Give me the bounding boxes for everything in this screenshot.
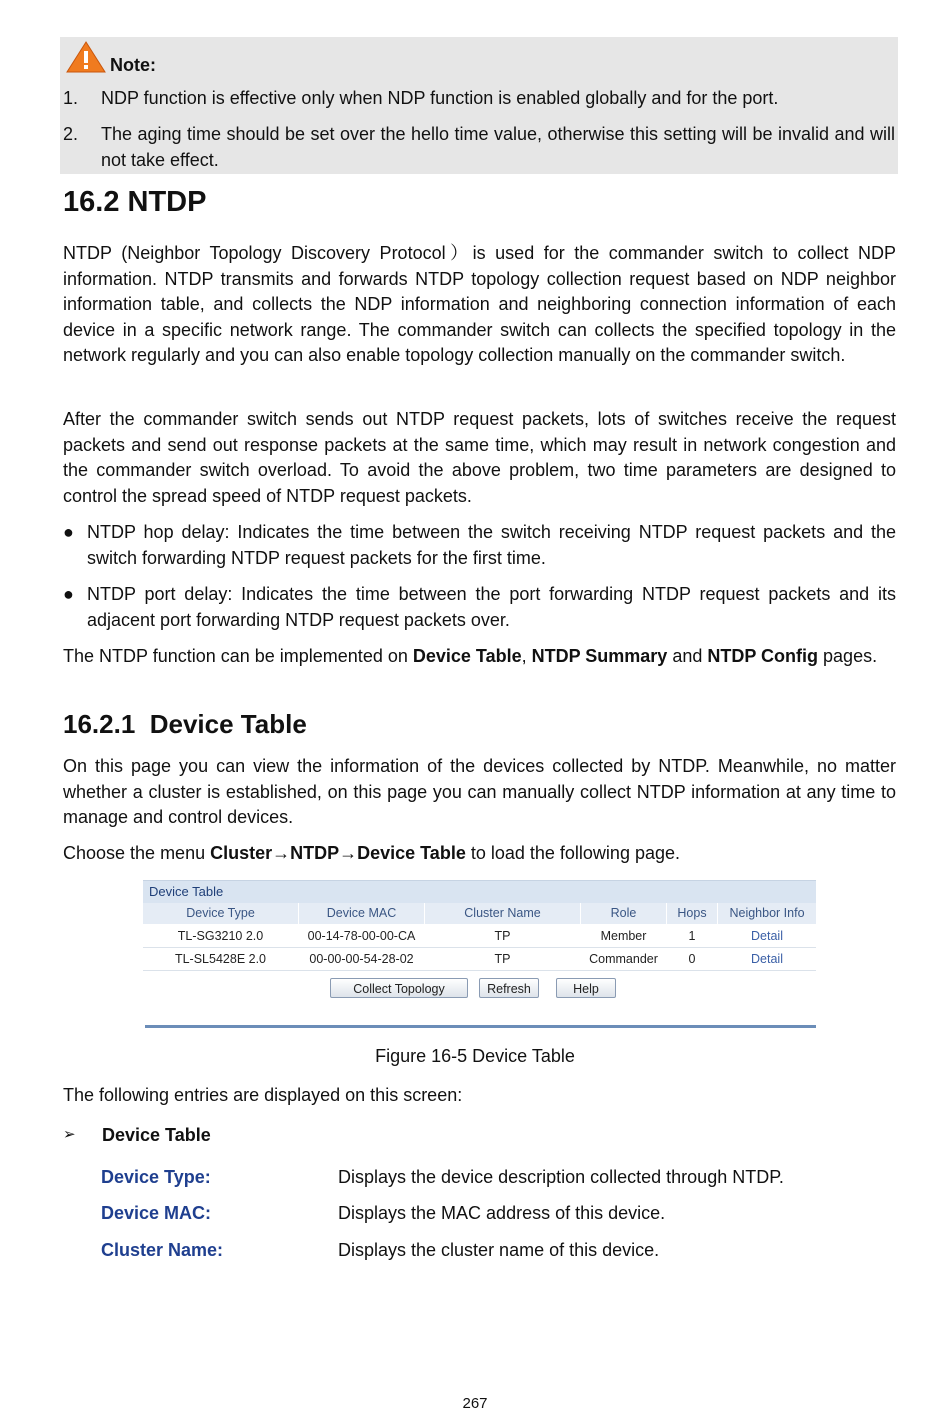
text-run: , (521, 646, 532, 666)
strong-ntdp-summary: NTDP Summary (531, 646, 668, 666)
section-title: 16.2 NTDP (63, 186, 207, 218)
bullet-text: NTDP hop delay: Indicates the time between the switch receiving NTDP request packets and the switch forwarding NTDP request packets for the first time. (87, 522, 896, 568)
definition-term: Device MAC: (101, 1203, 212, 1223)
subsection-title: 16.2.1 Device Table (63, 709, 307, 739)
bullet-icon: ● (63, 584, 74, 604)
arrow-bullet-icon: ➢ (63, 1126, 76, 1143)
text-run: to load the following page. (465, 843, 680, 863)
figure-caption: Figure 16-5 Device Table (375, 1046, 575, 1066)
definition-description: Displays the device description collected through NTDP. (338, 1167, 784, 1187)
note-label: Note: (110, 55, 156, 75)
note-item-text: The aging time should be set over the hello time value, otherwise this setting will be invalid and will not take effect. (101, 124, 895, 170)
cell-role: Member (600, 929, 647, 943)
cell-cluster-name: TP (494, 952, 511, 966)
table-header-row (143, 903, 816, 924)
refresh-button[interactable]: Refresh (479, 978, 539, 998)
detail-link[interactable]: Detail (751, 929, 783, 943)
paragraph-function-pages (63, 644, 896, 670)
definition-description: Displays the cluster name of this device. (338, 1240, 660, 1260)
cell-device-type: TL-SL5428E 2.0 (174, 952, 267, 966)
column-header: Device MAC (299, 903, 425, 924)
panel-title: Device Table (143, 880, 816, 903)
paragraph-request-packets: After the commander switch sends out NTDP request packets, lots of switches receive the request packets and send out response packets at the same time, which may result in network congestion and the commander switch overload. To avoid the above problem, two time parameters are designed to control the spread speed of NTDP request packets. (63, 409, 896, 506)
column-header: Role (581, 903, 667, 924)
note-item-number: 1. (63, 88, 79, 108)
table-row (143, 948, 816, 971)
detail-link[interactable]: Detail (751, 952, 783, 966)
cell-device-mac: 00-00-00-54-28-02 (309, 952, 414, 966)
definition-description: Displays the MAC address of this device. (338, 1203, 666, 1223)
cell-role: Commander (589, 952, 658, 966)
paragraph-device-table-intro: On this page you can view the information of the devices collected by NTDP. Meanwhile, no matter whether a cluster is established, on this page you can manually collect NTDP information at any time to manage and control devices. (63, 756, 896, 827)
cell-device-type: TL-SG3210 2.0 (177, 929, 264, 943)
text-run: The NTDP function can be implemented on (63, 646, 413, 666)
help-button[interactable]: Help (556, 978, 616, 998)
note-item-number: 2. (63, 124, 79, 144)
cell-cluster-name: TP (494, 929, 511, 943)
bullet-icon: ● (63, 522, 74, 542)
paragraph-entries-intro: The following entries are displayed on this screen: (63, 1085, 463, 1105)
note-item-text: NDP function is effective only when NDP function is enabled globally and for the port. (101, 88, 779, 108)
cell-device-mac: 00-14-78-00-00-CA (307, 929, 416, 943)
cell-hops: 1 (688, 929, 696, 943)
paragraph-ntdp-intro: NTDP (Neighbor Topology Discovery Protocol）is used for the commander switch to collect NDP information. NTDP transmits and forwards NTDP topology collection request based on NDP neighbor information table, and collects the NDP information and neighboring connection information of each device in a specific network range. The commander switch can collects the specified topology in the network regularly and you can also enable topology collection manually on the commander switch. (63, 243, 896, 365)
column-header: Neighbor Info (729, 906, 805, 920)
warning-icon (66, 41, 106, 73)
paragraph-menu-path (63, 841, 896, 867)
text-run: Choose the menu (63, 843, 211, 863)
column-header: Device Type (143, 903, 299, 924)
page-number: 267 (462, 1395, 488, 1412)
device-table-screenshot (143, 880, 816, 1030)
table-row (143, 925, 816, 948)
text-run: and (667, 646, 708, 666)
strong-ntdp-config: NTDP Config (707, 646, 819, 666)
cell-hops: 0 (688, 952, 696, 966)
text-run: pages. (818, 646, 878, 666)
definition-term: Cluster Name: (101, 1240, 224, 1260)
menu-path: Cluster→NTDP→Device Table (210, 843, 466, 863)
panel-bottom-border (145, 1025, 816, 1028)
definition-term: Device Type: (101, 1167, 211, 1187)
bullet-text: NTDP port delay: Indicates the time between the port forwarding NTDP request packets and its adjacent port forwarding NTDP request packets over. (87, 584, 896, 630)
note-box (60, 37, 898, 174)
column-header: Hops (667, 903, 718, 924)
strong-device-table: Device Table (412, 646, 522, 666)
entries-heading-text: Device Table (102, 1125, 211, 1145)
collect-topology-button[interactable]: Collect Topology (330, 978, 468, 998)
column-header: Cluster Name (425, 903, 581, 924)
